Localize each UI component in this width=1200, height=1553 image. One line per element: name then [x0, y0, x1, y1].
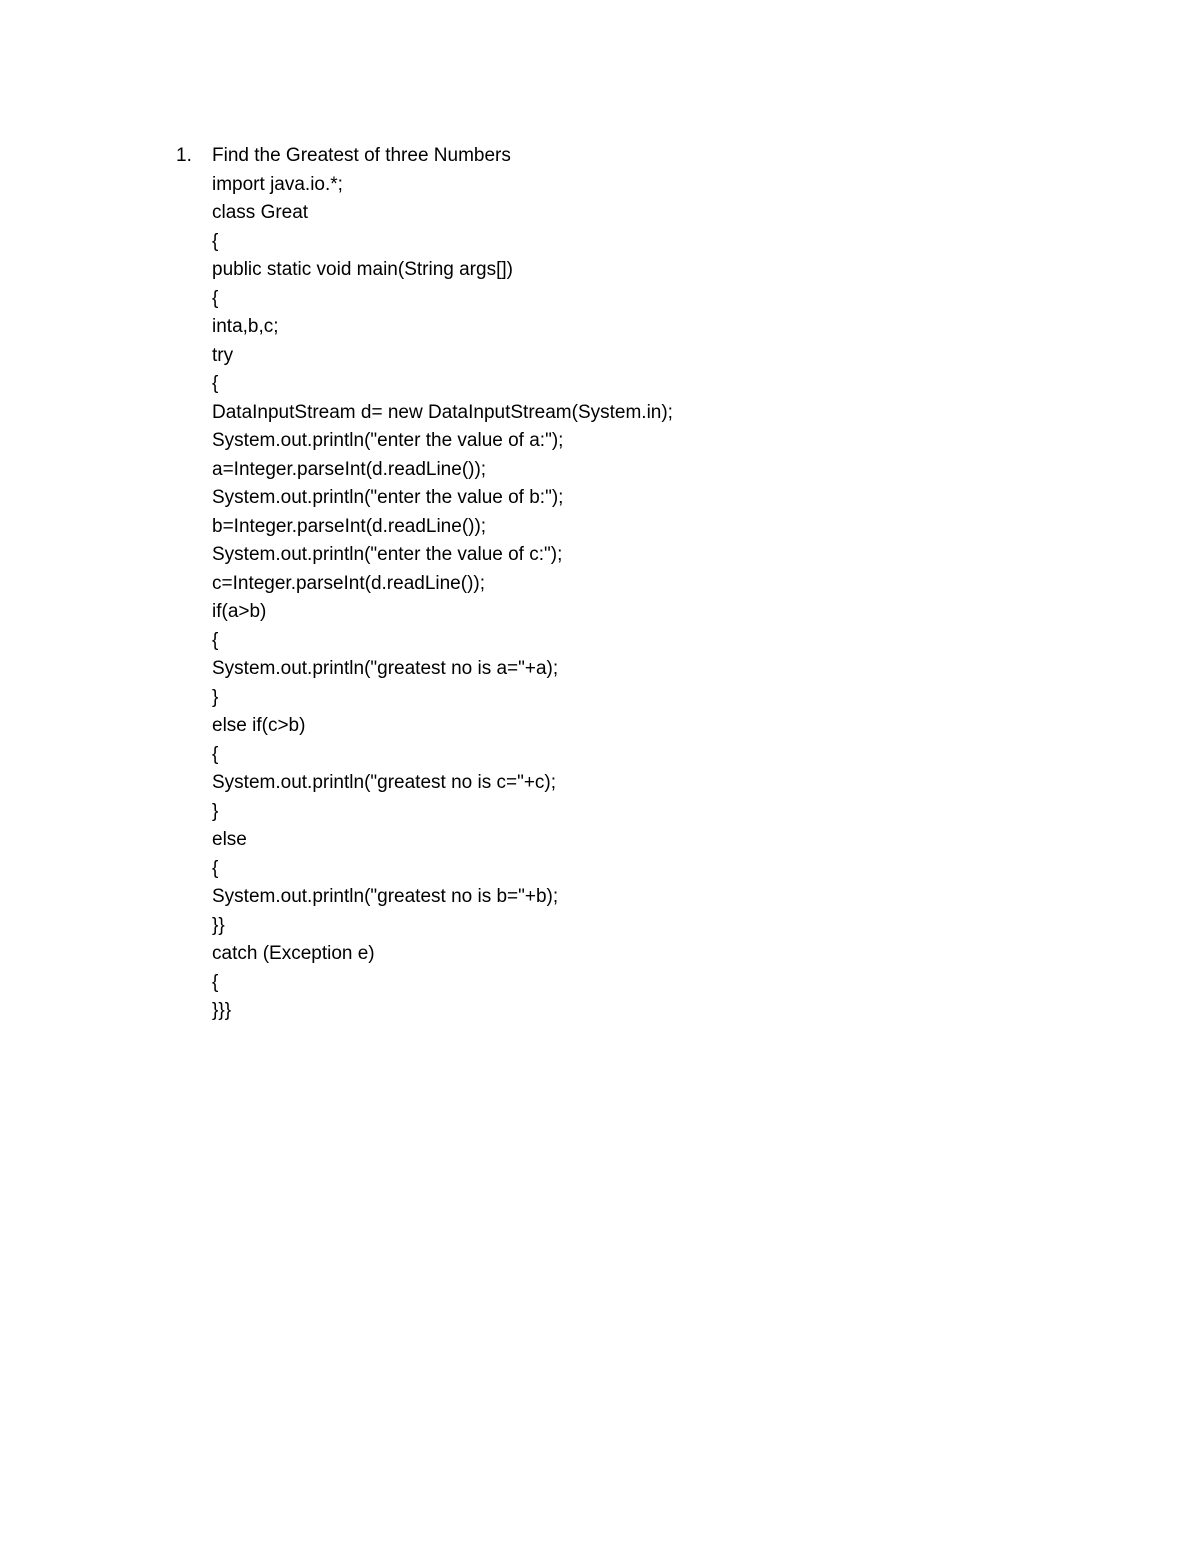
code-line: System.out.println("enter the value of a:"); [212, 430, 564, 451]
code-line: inta,b,c; [212, 316, 279, 337]
code-line: else if(c>b) [212, 715, 306, 736]
code-line: { [212, 857, 219, 879]
code-line: { [212, 971, 219, 993]
code-line: import java.io.*; [212, 173, 343, 195]
code-line: }} [212, 914, 225, 936]
code-line: catch (Exception e) [212, 943, 375, 964]
code-line: { [212, 287, 219, 309]
code-line: b=Integer.parseInt(d.readLine()); [212, 515, 487, 537]
code-line: class Great [212, 202, 309, 223]
code-line: if(a>b) [212, 601, 267, 622]
code-line: System.out.println("enter the value of b:"); [212, 487, 564, 508]
code-line: { [212, 743, 219, 765]
code-line: } [212, 686, 219, 708]
code-line: public static void main(String args[]) [212, 259, 513, 280]
code-line: else [212, 829, 247, 850]
code-line: System.out.println("greatest no is a="+a); [212, 658, 559, 679]
code-line: System.out.println("greatest no is c="+c); [212, 772, 557, 793]
list-item-number: 1. [176, 145, 192, 166]
code-line: } [212, 800, 219, 822]
code-line: DataInputStream d= new DataInputStream(System.in); [212, 401, 673, 423]
code-line: a=Integer.parseInt(d.readLine()); [212, 458, 487, 480]
code-line: }}} [212, 1000, 232, 1021]
code-line: c=Integer.parseInt(d.readLine()); [212, 572, 486, 594]
item-title: Find the Greatest of three Numbers [212, 145, 511, 166]
code-line: System.out.println("greatest no is b="+b); [212, 886, 559, 907]
code-line: { [212, 230, 219, 252]
code-line: { [212, 629, 219, 651]
code-block [212, 171, 1072, 1026]
code-line: System.out.println("enter the value of c:"); [212, 544, 563, 565]
code-line: try [212, 344, 234, 366]
code-line: { [212, 373, 219, 394]
list-item-body [212, 142, 1072, 1026]
